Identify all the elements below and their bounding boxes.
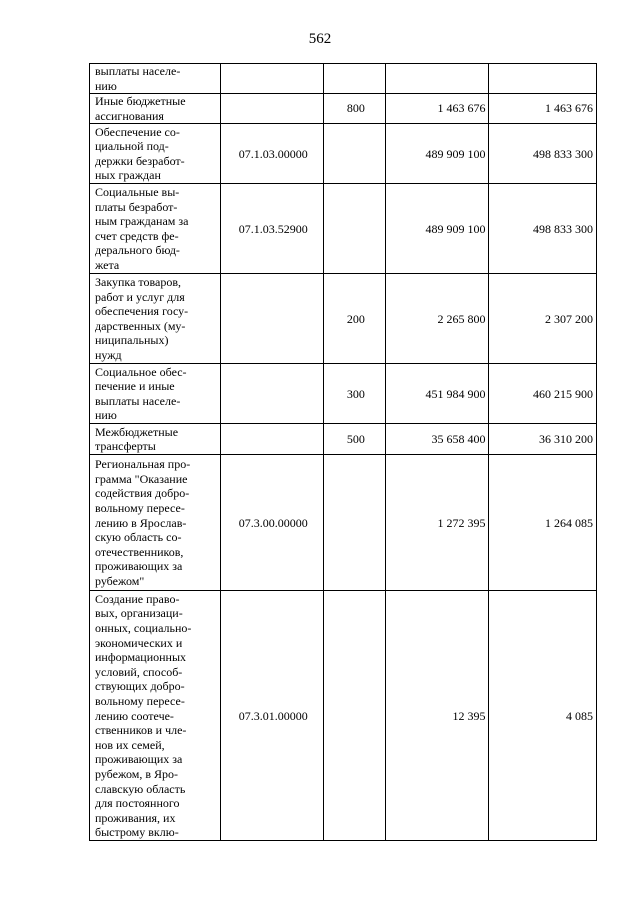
row-sum2-cell	[489, 64, 597, 94]
row-sum1-cell: 451 984 900	[386, 364, 489, 424]
table-row	[90, 591, 597, 841]
table-row	[90, 274, 597, 364]
row-type-cell: 500	[324, 424, 386, 455]
table-row	[90, 455, 597, 591]
row-sum2-cell: 1 463 676	[489, 94, 597, 124]
row-sum2-cell: 498 833 300	[489, 124, 597, 184]
row-sum1-cell: 489 909 100	[386, 124, 489, 184]
row-code-cell: 07.1.03.52900	[221, 184, 324, 274]
row-type-cell	[324, 64, 386, 94]
table-row	[90, 364, 597, 424]
row-name-cell: Региональная про- грамма "Оказание содействия добро- вольному пересе- лению в Ярослав- скую область со- отечественников, проживающих за рубежом"	[90, 455, 221, 591]
row-type-cell	[324, 591, 386, 841]
table-row	[90, 124, 597, 184]
row-name-cell: Социальные вы- платы безработ- ным гражданам за счет средств фе- дерального бюд- жета	[90, 184, 221, 274]
row-name-cell: Иные бюджетные ассигнования	[90, 94, 221, 124]
row-name-cell: Социальное обес- печение и иные выплаты населе- нию	[90, 364, 221, 424]
row-name-cell: выплаты населе- нию	[90, 64, 221, 94]
row-code-cell	[221, 274, 324, 364]
row-sum1-cell: 489 909 100	[386, 184, 489, 274]
row-code-cell: 07.3.01.00000	[221, 591, 324, 841]
row-type-cell: 300	[324, 364, 386, 424]
row-sum1-cell: 35 658 400	[386, 424, 489, 455]
row-sum2-cell: 1 264 085	[489, 455, 597, 591]
table-row	[90, 94, 597, 124]
row-sum2-cell: 36 310 200	[489, 424, 597, 455]
row-sum1-cell: 1 272 395	[386, 455, 489, 591]
row-sum2-cell: 4 085	[489, 591, 597, 841]
row-sum1-cell: 1 463 676	[386, 94, 489, 124]
row-sum2-cell: 2 307 200	[489, 274, 597, 364]
row-type-cell	[324, 455, 386, 591]
row-code-cell	[221, 364, 324, 424]
table-row	[90, 64, 597, 94]
budget-table	[89, 63, 597, 841]
row-code-cell: 07.1.03.00000	[221, 124, 324, 184]
row-type-cell	[324, 124, 386, 184]
row-sum1-cell	[386, 64, 489, 94]
row-code-cell	[221, 424, 324, 455]
row-sum2-cell: 460 215 900	[489, 364, 597, 424]
table-row	[90, 184, 597, 274]
row-sum1-cell: 2 265 800	[386, 274, 489, 364]
row-type-cell: 200	[324, 274, 386, 364]
row-name-cell: Межбюджетные трансферты	[90, 424, 221, 455]
row-type-cell	[324, 184, 386, 274]
row-code-cell	[221, 94, 324, 124]
page-number: 562	[308, 31, 332, 47]
row-type-cell: 800	[324, 94, 386, 124]
row-sum1-cell: 12 395	[386, 591, 489, 841]
row-sum2-cell: 498 833 300	[489, 184, 597, 274]
row-code-cell	[221, 64, 324, 94]
row-name-cell: Обеспечение со- циальной под- держки безработ- ных граждан	[90, 124, 221, 184]
row-name-cell: Закупка товаров, работ и услуг для обеспечения госу- дарственных (му- ниципальных) нужд	[90, 274, 221, 364]
row-name-cell: Создание право- вых, организаци- онных, социально- экономических и информационных условий, способ- ствующих добро- вольному пересе- лению соотече- ственников и чле- нов их семей, проживающих за рубежом, в Яро- славскую область для постоянного проживания, их быстрому вклю-	[90, 591, 221, 841]
row-code-cell: 07.3.00.00000	[221, 455, 324, 591]
table-row	[90, 424, 597, 455]
